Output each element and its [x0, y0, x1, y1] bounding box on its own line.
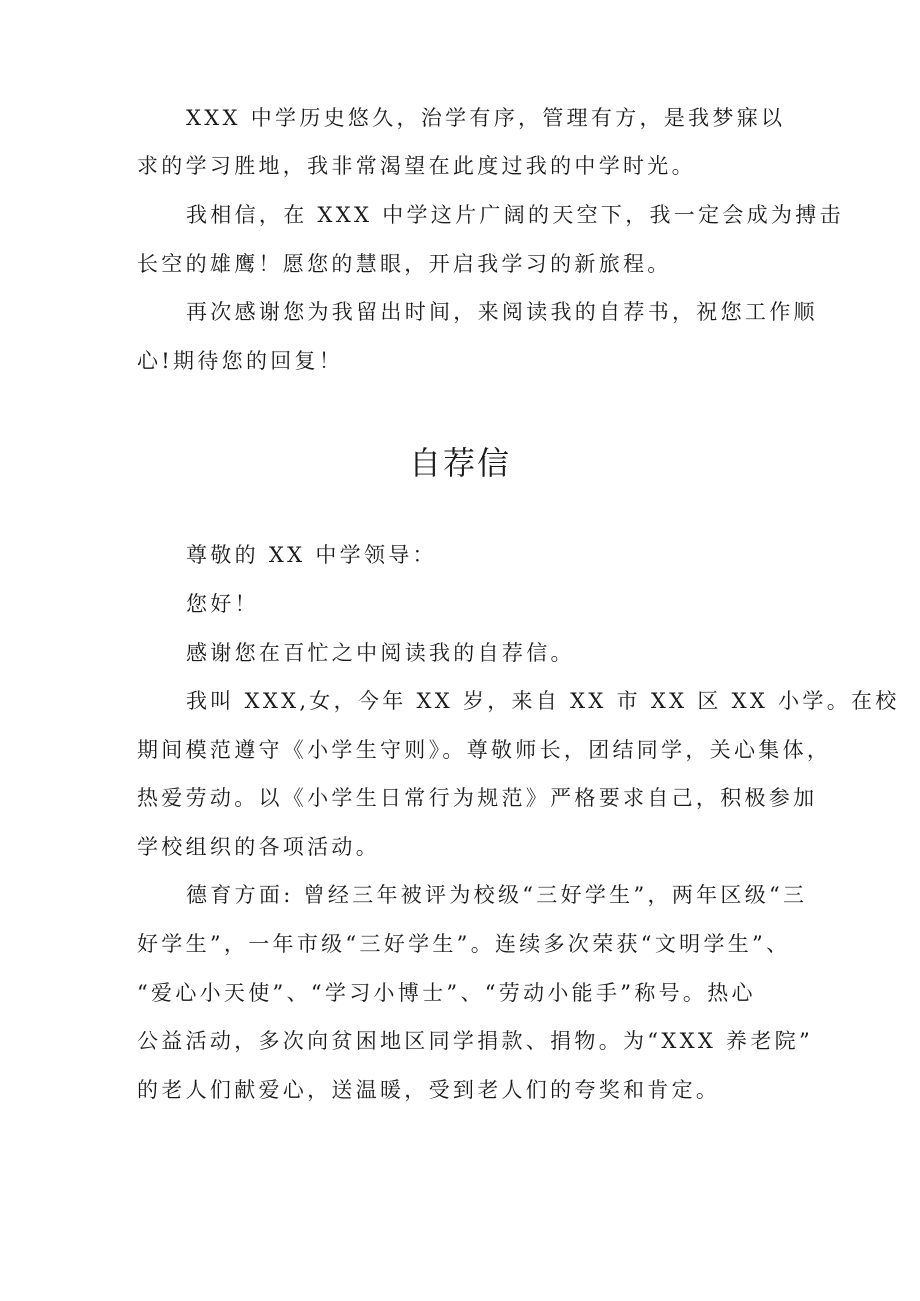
- letter-line-8: 德育方面: 曾经三年被评为校级“三好学生”，两年区级“三: [186, 883, 808, 907]
- letter-line-4: 我叫 XXX,女，今年 XX 岁，来自 XX 市 XX 区 XX 小学。在校: [186, 689, 900, 713]
- letter-line-3: 感谢您在百忙之中阅读我的自荐信。: [186, 641, 575, 665]
- letter-salutation: 尊敬的 XX 中学领导：: [186, 543, 437, 567]
- letter-title: 自荐信: [408, 444, 511, 482]
- letter-greeting: 您好！: [186, 592, 259, 616]
- intro-line-6: 心!期待您的回复！: [137, 349, 344, 373]
- intro-line-5: 再次感谢您为我留出时间，来阅读我的自荐书，祝您工作顺: [186, 300, 818, 324]
- letter-line-7: 学校组织的各项活动。: [137, 835, 380, 859]
- letter-line-11: 公益活动，多次向贫困地区同学捐款、捐物。为“XXX 养老院”: [137, 1029, 813, 1053]
- intro-line-1: XXX 中学历史悠久，治学有序，管理有方，是我梦寐以: [186, 106, 786, 130]
- intro-line-4: 长空的雄鹰！愿您的慧眼，开启我学习的新旅程。: [137, 252, 672, 276]
- letter-line-9: 好学生”，一年市级“三好学生”。连续多次荣获“文明学生”、: [137, 932, 791, 956]
- letter-line-6: 热爱劳动。以《小学生日常行为规范》严格要求自己，积极参加: [137, 786, 818, 810]
- intro-line-2: 求的学习胜地，我非常渴望在此度过我的中学时光。: [137, 154, 696, 178]
- letter-line-5: 期间模范遵守《小学生守则》。尊敬师长，团结同学，关心集体，: [137, 738, 832, 762]
- intro-line-3: 我相信，在 XXX 中学这片广阔的天空下，我一定会成为搏击: [186, 203, 844, 227]
- letter-line-10: “爱心小天使”、“学习小博士”、“劳动小能手”称号。热心: [137, 981, 756, 1005]
- letter-line-12: 的老人们献爱心，送温暖，受到老人们的夸奖和肯定。: [137, 1078, 721, 1102]
